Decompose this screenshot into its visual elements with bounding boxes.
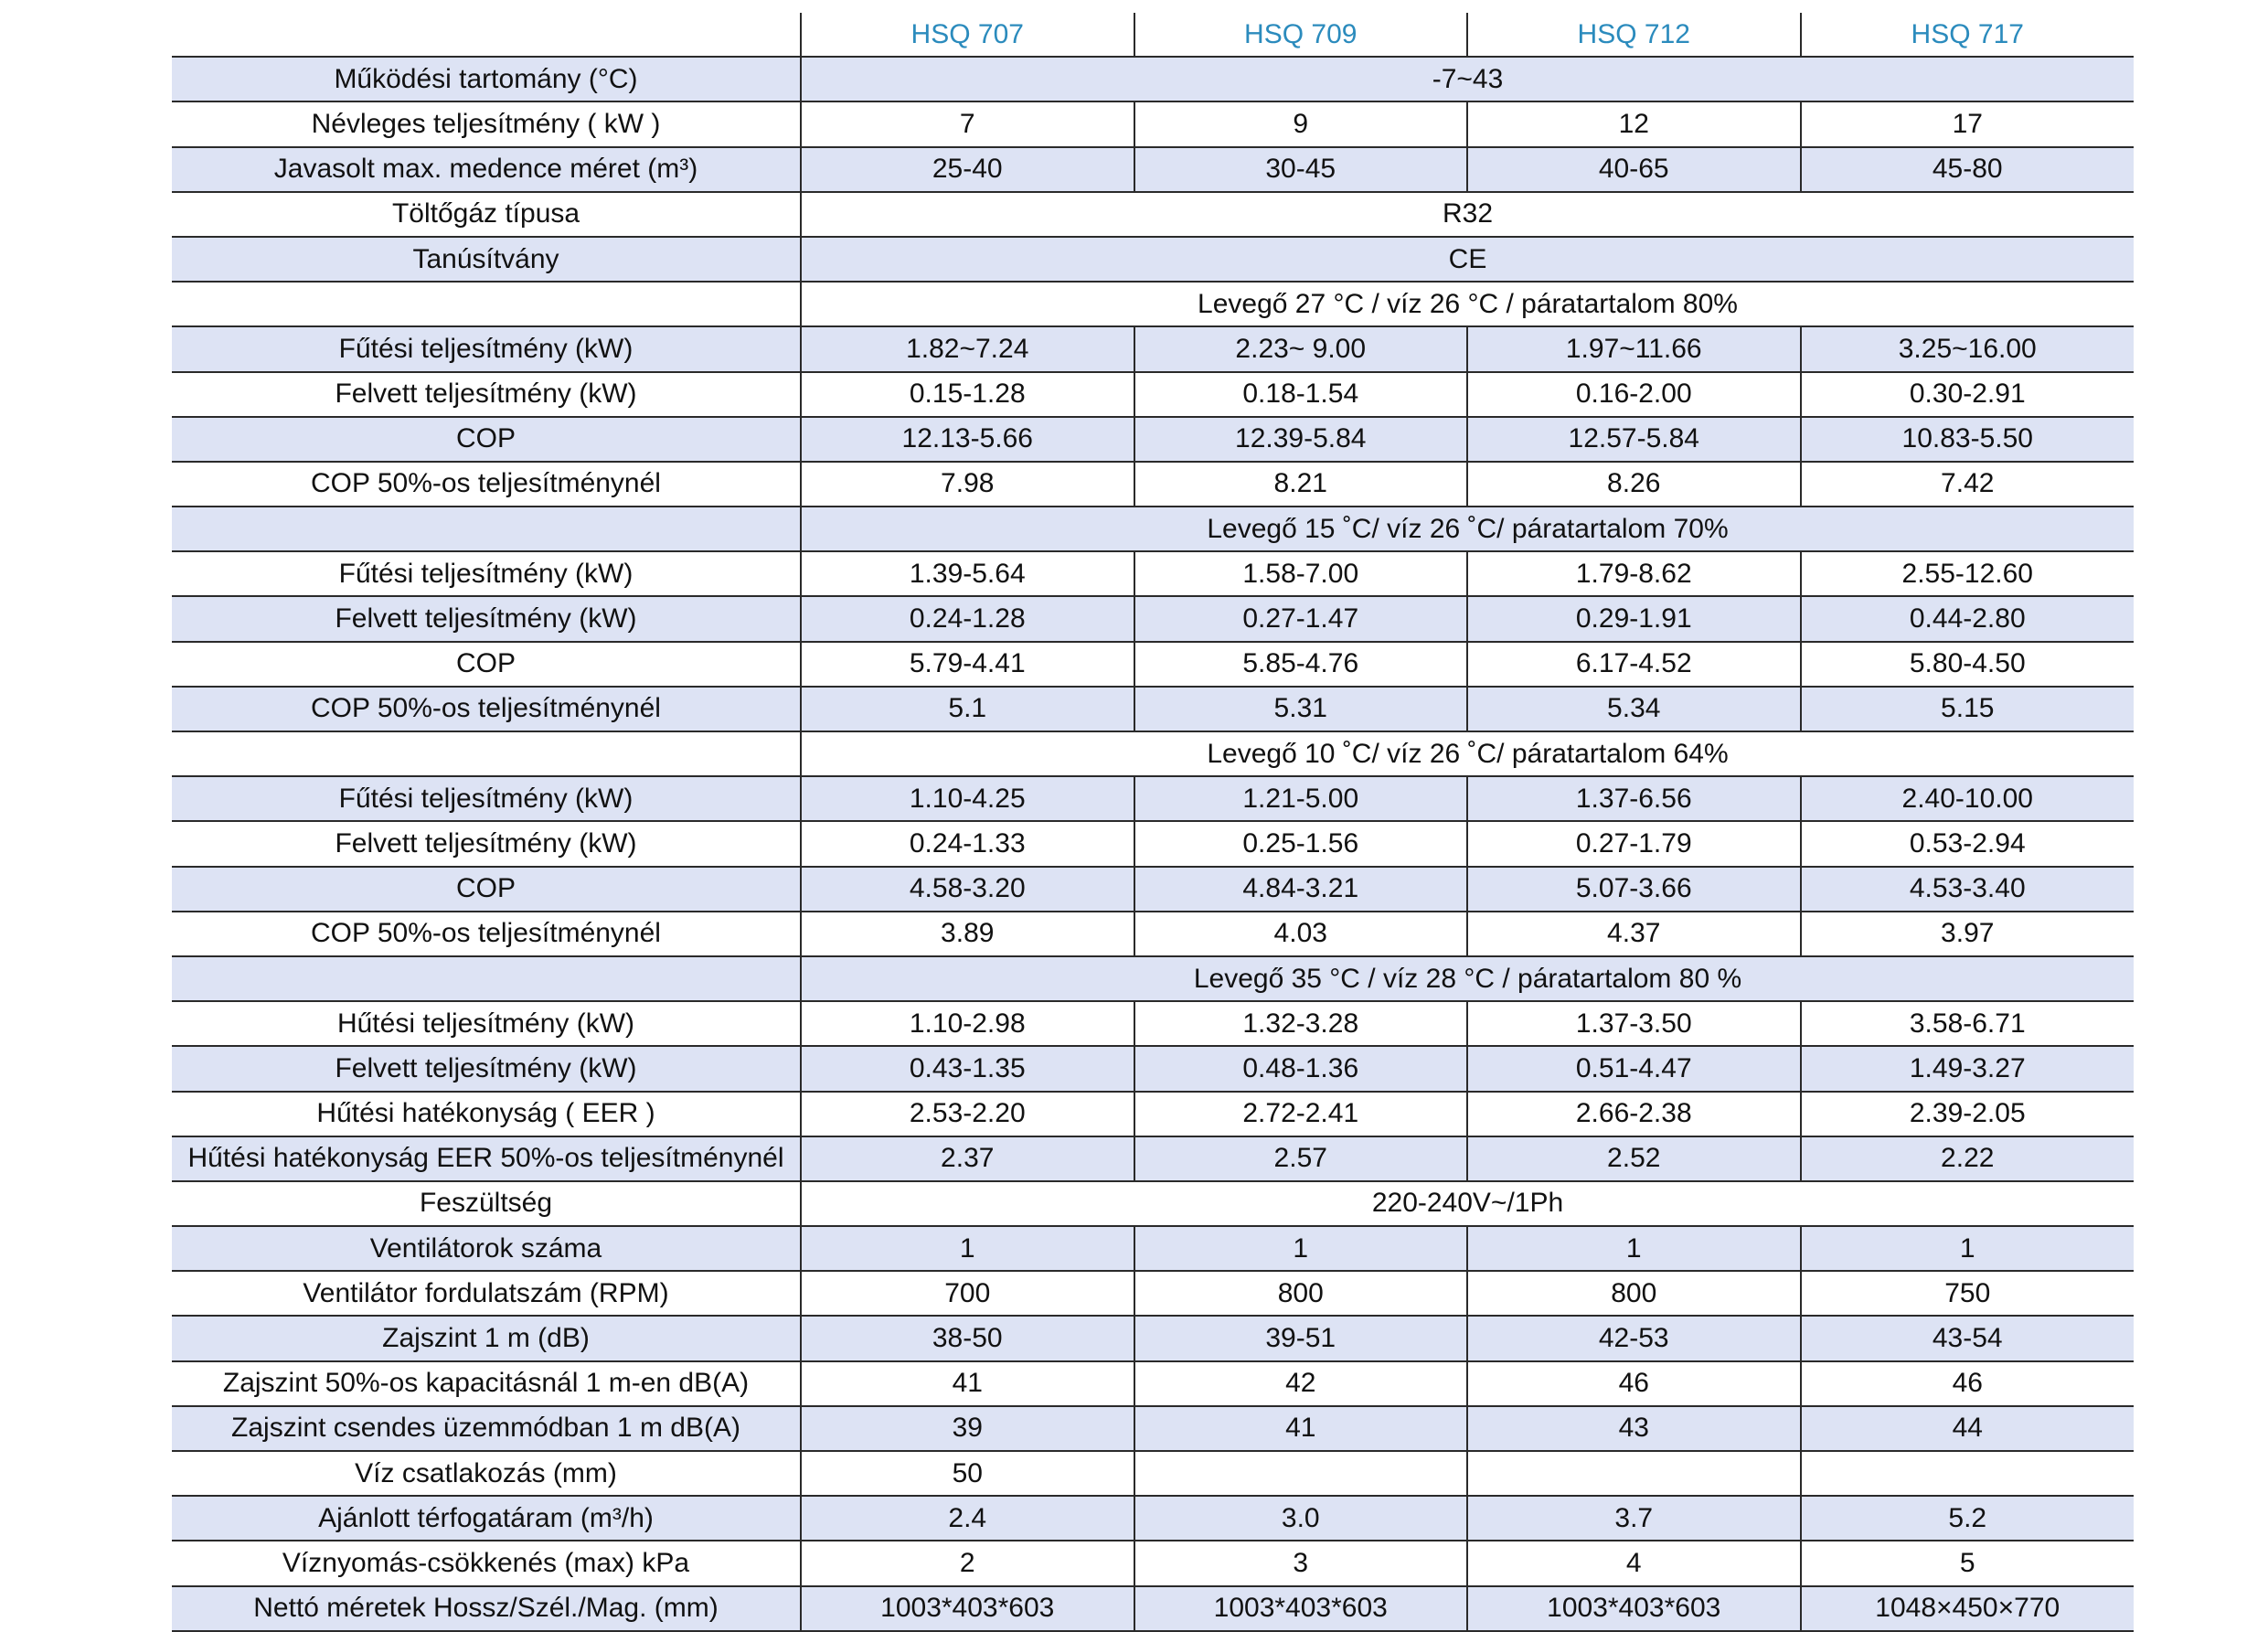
value-cell: 5.07-3.66: [1467, 867, 1801, 912]
row-label: Működési tartomány (°C): [172, 57, 801, 101]
value-cell: 1.97~11.66: [1467, 326, 1801, 371]
row-label: COP: [172, 642, 801, 687]
value-cell: 2.55-12.60: [1801, 551, 2135, 596]
table-row: [172, 1496, 2134, 1541]
table-row: [172, 776, 2134, 821]
value-cell: 5: [1801, 1541, 2135, 1585]
value-cell: 0.43-1.35: [801, 1046, 1134, 1091]
value-cell: 0.25-1.56: [1134, 821, 1468, 866]
value-cell: 1003*403*603: [801, 1586, 1134, 1631]
value-cell: 5.15: [1801, 687, 2135, 731]
shared-value-cell: -7~43: [801, 57, 2134, 101]
row-label: [172, 507, 801, 551]
row-label: Felvett teljesítmény (kW): [172, 372, 801, 417]
value-cell: 38-50: [801, 1316, 1134, 1360]
value-cell: 4.84-3.21: [1134, 867, 1468, 912]
row-label: Fűtési teljesítmény (kW): [172, 776, 801, 821]
table-row: [172, 101, 2134, 146]
value-cell: 800: [1134, 1271, 1468, 1316]
value-cell: 1.21-5.00: [1134, 776, 1468, 821]
table-row: [172, 1316, 2134, 1360]
value-cell: 42: [1134, 1361, 1468, 1406]
value-cell: 6.17-4.52: [1467, 642, 1801, 687]
value-cell: 1.49-3.27: [1801, 1046, 2135, 1091]
value-cell: 25-40: [801, 147, 1134, 192]
value-cell: 45-80: [1801, 147, 2135, 192]
value-cell: 3.97: [1801, 912, 2135, 956]
shared-value-cell: Levegő 27 °C / víz 26 °C / páratartalom 80%: [801, 282, 2134, 326]
value-cell: 4.58-3.20: [801, 867, 1134, 912]
model-header: HSQ 717: [1801, 13, 2135, 57]
table-row: [172, 1046, 2134, 1091]
value-cell: 5.85-4.76: [1134, 642, 1468, 687]
value-cell: 5.79-4.41: [801, 642, 1134, 687]
table-row: [172, 1001, 2134, 1046]
table-row: [172, 1451, 2134, 1496]
shared-value-cell: CE: [801, 237, 2134, 282]
spec-body: [172, 57, 2134, 1631]
table-row: [172, 867, 2134, 912]
value-cell: 8.21: [1134, 462, 1468, 507]
value-cell: 9: [1134, 101, 1468, 146]
table-row: [172, 57, 2134, 101]
table-row: [172, 687, 2134, 731]
value-cell: 12: [1467, 101, 1801, 146]
value-cell: 50: [801, 1451, 1134, 1496]
value-cell: 46: [1801, 1361, 2135, 1406]
table-row: [172, 326, 2134, 371]
value-cell: 7.42: [1801, 462, 2135, 507]
table-row: [172, 417, 2134, 462]
shared-value-cell: Levegő 35 °C / víz 28 °C / páratartalom 80 %: [801, 956, 2134, 1001]
table-row: [172, 1092, 2134, 1136]
value-cell: 0.27-1.47: [1134, 596, 1468, 641]
value-cell: 12.39-5.84: [1134, 417, 1468, 462]
value-cell: 0.53-2.94: [1801, 821, 2135, 866]
value-cell: 2.40-10.00: [1801, 776, 2135, 821]
value-cell: 30-45: [1134, 147, 1468, 192]
value-cell: 43-54: [1801, 1316, 2135, 1360]
value-cell: 43: [1467, 1406, 1801, 1451]
row-label: Ventilátorok száma: [172, 1226, 801, 1271]
spec-table: [172, 13, 2134, 1632]
value-cell: 1048×450×770: [1801, 1586, 2135, 1631]
value-cell: 41: [1134, 1406, 1468, 1451]
shared-value-cell: R32: [801, 192, 2134, 237]
value-cell: 7: [801, 101, 1134, 146]
table-row: [172, 1586, 2134, 1631]
row-label: Víznyomás-csökkenés (max) kPa: [172, 1541, 801, 1585]
value-cell: 2.4: [801, 1496, 1134, 1541]
value-cell: 3: [1134, 1541, 1468, 1585]
model-header: HSQ 707: [801, 13, 1134, 57]
table-row: [172, 237, 2134, 282]
row-label: Nettó méretek Hossz/Szél./Mag. (mm): [172, 1586, 801, 1631]
value-cell: 2.72-2.41: [1134, 1092, 1468, 1136]
row-label: [172, 282, 801, 326]
value-cell: 5.34: [1467, 687, 1801, 731]
table-row: [172, 1181, 2134, 1226]
value-cell: 2.39-2.05: [1801, 1092, 2135, 1136]
table-row: [172, 462, 2134, 507]
shared-value-cell: Levegő 10 ˚C/ víz 26 ˚C/ páratartalom 64%: [801, 731, 2134, 776]
row-label: Tanúsítvány: [172, 237, 801, 282]
value-cell: 1: [1467, 1226, 1801, 1271]
row-label: Hűtési teljesítmény (kW): [172, 1001, 801, 1046]
header-corner: [172, 13, 801, 57]
value-cell: 3.89: [801, 912, 1134, 956]
model-header: HSQ 712: [1467, 13, 1801, 57]
value-cell: 0.16-2.00: [1467, 372, 1801, 417]
row-label: COP 50%-os teljesítménynél: [172, 687, 801, 731]
table-row: [172, 821, 2134, 866]
value-cell: 3.0: [1134, 1496, 1468, 1541]
row-label: [172, 956, 801, 1001]
row-label: Felvett teljesítmény (kW): [172, 821, 801, 866]
table-row: [172, 912, 2134, 956]
value-cell: 4.03: [1134, 912, 1468, 956]
value-cell: 1.39-5.64: [801, 551, 1134, 596]
value-cell: 4: [1467, 1541, 1801, 1585]
value-cell: 39: [801, 1406, 1134, 1451]
row-label: Fűtési teljesítmény (kW): [172, 551, 801, 596]
value-cell: 42-53: [1467, 1316, 1801, 1360]
value-cell: 3.7: [1467, 1496, 1801, 1541]
value-cell: 0.29-1.91: [1467, 596, 1801, 641]
row-label: [172, 731, 801, 776]
value-cell: 0.15-1.28: [801, 372, 1134, 417]
value-cell: 2.22: [1801, 1136, 2135, 1181]
table-row: [172, 1541, 2134, 1585]
row-label: Fűtési teljesítmény (kW): [172, 326, 801, 371]
value-cell: [1134, 1451, 1468, 1496]
table-row: [172, 731, 2134, 776]
value-cell: 5.1: [801, 687, 1134, 731]
row-label: Felvett teljesítmény (kW): [172, 596, 801, 641]
value-cell: 1.82~7.24: [801, 326, 1134, 371]
value-cell: 4.37: [1467, 912, 1801, 956]
table-row: [172, 642, 2134, 687]
table-row: [172, 956, 2134, 1001]
value-cell: 5.31: [1134, 687, 1468, 731]
row-label: Zajszint 50%-os kapacitásnál 1 m-en dB(A): [172, 1361, 801, 1406]
table-row: [172, 596, 2134, 641]
value-cell: 12.57-5.84: [1467, 417, 1801, 462]
value-cell: 3.25~16.00: [1801, 326, 2135, 371]
row-label: Ventilátor fordulatszám (RPM): [172, 1271, 801, 1316]
value-cell: 2.52: [1467, 1136, 1801, 1181]
row-label: Feszültség: [172, 1181, 801, 1226]
value-cell: 2.37: [801, 1136, 1134, 1181]
row-label: Ajánlott térfogatáram (m³/h): [172, 1496, 801, 1541]
value-cell: 1.10-4.25: [801, 776, 1134, 821]
value-cell: 1.79-8.62: [1467, 551, 1801, 596]
shared-value-cell: Levegő 15 ˚C/ víz 26 ˚C/ páratartalom 70%: [801, 507, 2134, 551]
value-cell: 800: [1467, 1271, 1801, 1316]
row-label: Töltőgáz típusa: [172, 192, 801, 237]
value-cell: 4.53-3.40: [1801, 867, 2135, 912]
row-label: COP 50%-os teljesítménynél: [172, 912, 801, 956]
value-cell: 5.80-4.50: [1801, 642, 2135, 687]
value-cell: [1467, 1451, 1801, 1496]
shared-value-cell: 220-240V~/1Ph: [801, 1181, 2134, 1226]
value-cell: 8.26: [1467, 462, 1801, 507]
table-row: [172, 147, 2134, 192]
row-label: Zajszint 1 m (dB): [172, 1316, 801, 1360]
value-cell: 1.37-3.50: [1467, 1001, 1801, 1046]
value-cell: 2.23~ 9.00: [1134, 326, 1468, 371]
row-label: Hűtési hatékonyság ( EER ): [172, 1092, 801, 1136]
value-cell: 2.57: [1134, 1136, 1468, 1181]
value-cell: 3.58-6.71: [1801, 1001, 2135, 1046]
value-cell: 2: [801, 1541, 1134, 1585]
row-label: COP 50%-os teljesítménynél: [172, 462, 801, 507]
table-row: [172, 1406, 2134, 1451]
value-cell: 1: [801, 1226, 1134, 1271]
value-cell: 0.30-2.91: [1801, 372, 2135, 417]
value-cell: 1.10-2.98: [801, 1001, 1134, 1046]
table-row: [172, 551, 2134, 596]
value-cell: 0.44-2.80: [1801, 596, 2135, 641]
value-cell: 1: [1134, 1226, 1468, 1271]
value-cell: 41: [801, 1361, 1134, 1406]
value-cell: 1003*403*603: [1134, 1586, 1468, 1631]
row-label: Zajszint csendes üzemmódban 1 m dB(A): [172, 1406, 801, 1451]
table-row: [172, 507, 2134, 551]
value-cell: 2.66-2.38: [1467, 1092, 1801, 1136]
value-cell: 0.18-1.54: [1134, 372, 1468, 417]
value-cell: 1: [1801, 1226, 2135, 1271]
value-cell: 2.53-2.20: [801, 1092, 1134, 1136]
value-cell: 0.24-1.33: [801, 821, 1134, 866]
value-cell: 0.48-1.36: [1134, 1046, 1468, 1091]
value-cell: 40-65: [1467, 147, 1801, 192]
value-cell: 1.32-3.28: [1134, 1001, 1468, 1046]
value-cell: 39-51: [1134, 1316, 1468, 1360]
value-cell: 1.58-7.00: [1134, 551, 1468, 596]
value-cell: 12.13-5.66: [801, 417, 1134, 462]
model-header: HSQ 709: [1134, 13, 1468, 57]
table-row: [172, 1361, 2134, 1406]
value-cell: 750: [1801, 1271, 2135, 1316]
value-cell: 0.27-1.79: [1467, 821, 1801, 866]
value-cell: 46: [1467, 1361, 1801, 1406]
value-cell: 7.98: [801, 462, 1134, 507]
table-row: [172, 372, 2134, 417]
table-row: [172, 282, 2134, 326]
row-label: Felvett teljesítmény (kW): [172, 1046, 801, 1091]
value-cell: 5.2: [1801, 1496, 2135, 1541]
table-row: [172, 1271, 2134, 1316]
header-row: [172, 13, 2134, 57]
value-cell: 0.51-4.47: [1467, 1046, 1801, 1091]
value-cell: [1801, 1451, 2135, 1496]
row-label: Névleges teljesítmény ( kW ): [172, 101, 801, 146]
row-label: Hűtési hatékonyság EER 50%-os teljesítménynél: [172, 1136, 801, 1181]
row-label: Javasolt max. medence méret (m³): [172, 147, 801, 192]
row-label: COP: [172, 867, 801, 912]
value-cell: 1.37-6.56: [1467, 776, 1801, 821]
value-cell: 44: [1801, 1406, 2135, 1451]
value-cell: 700: [801, 1271, 1134, 1316]
table-row: [172, 192, 2134, 237]
table-row: [172, 1226, 2134, 1271]
row-label: COP: [172, 417, 801, 462]
value-cell: 1003*403*603: [1467, 1586, 1801, 1631]
value-cell: 17: [1801, 101, 2135, 146]
row-label: Víz csatlakozás (mm): [172, 1451, 801, 1496]
value-cell: 0.24-1.28: [801, 596, 1134, 641]
table-row: [172, 1136, 2134, 1181]
value-cell: 10.83-5.50: [1801, 417, 2135, 462]
